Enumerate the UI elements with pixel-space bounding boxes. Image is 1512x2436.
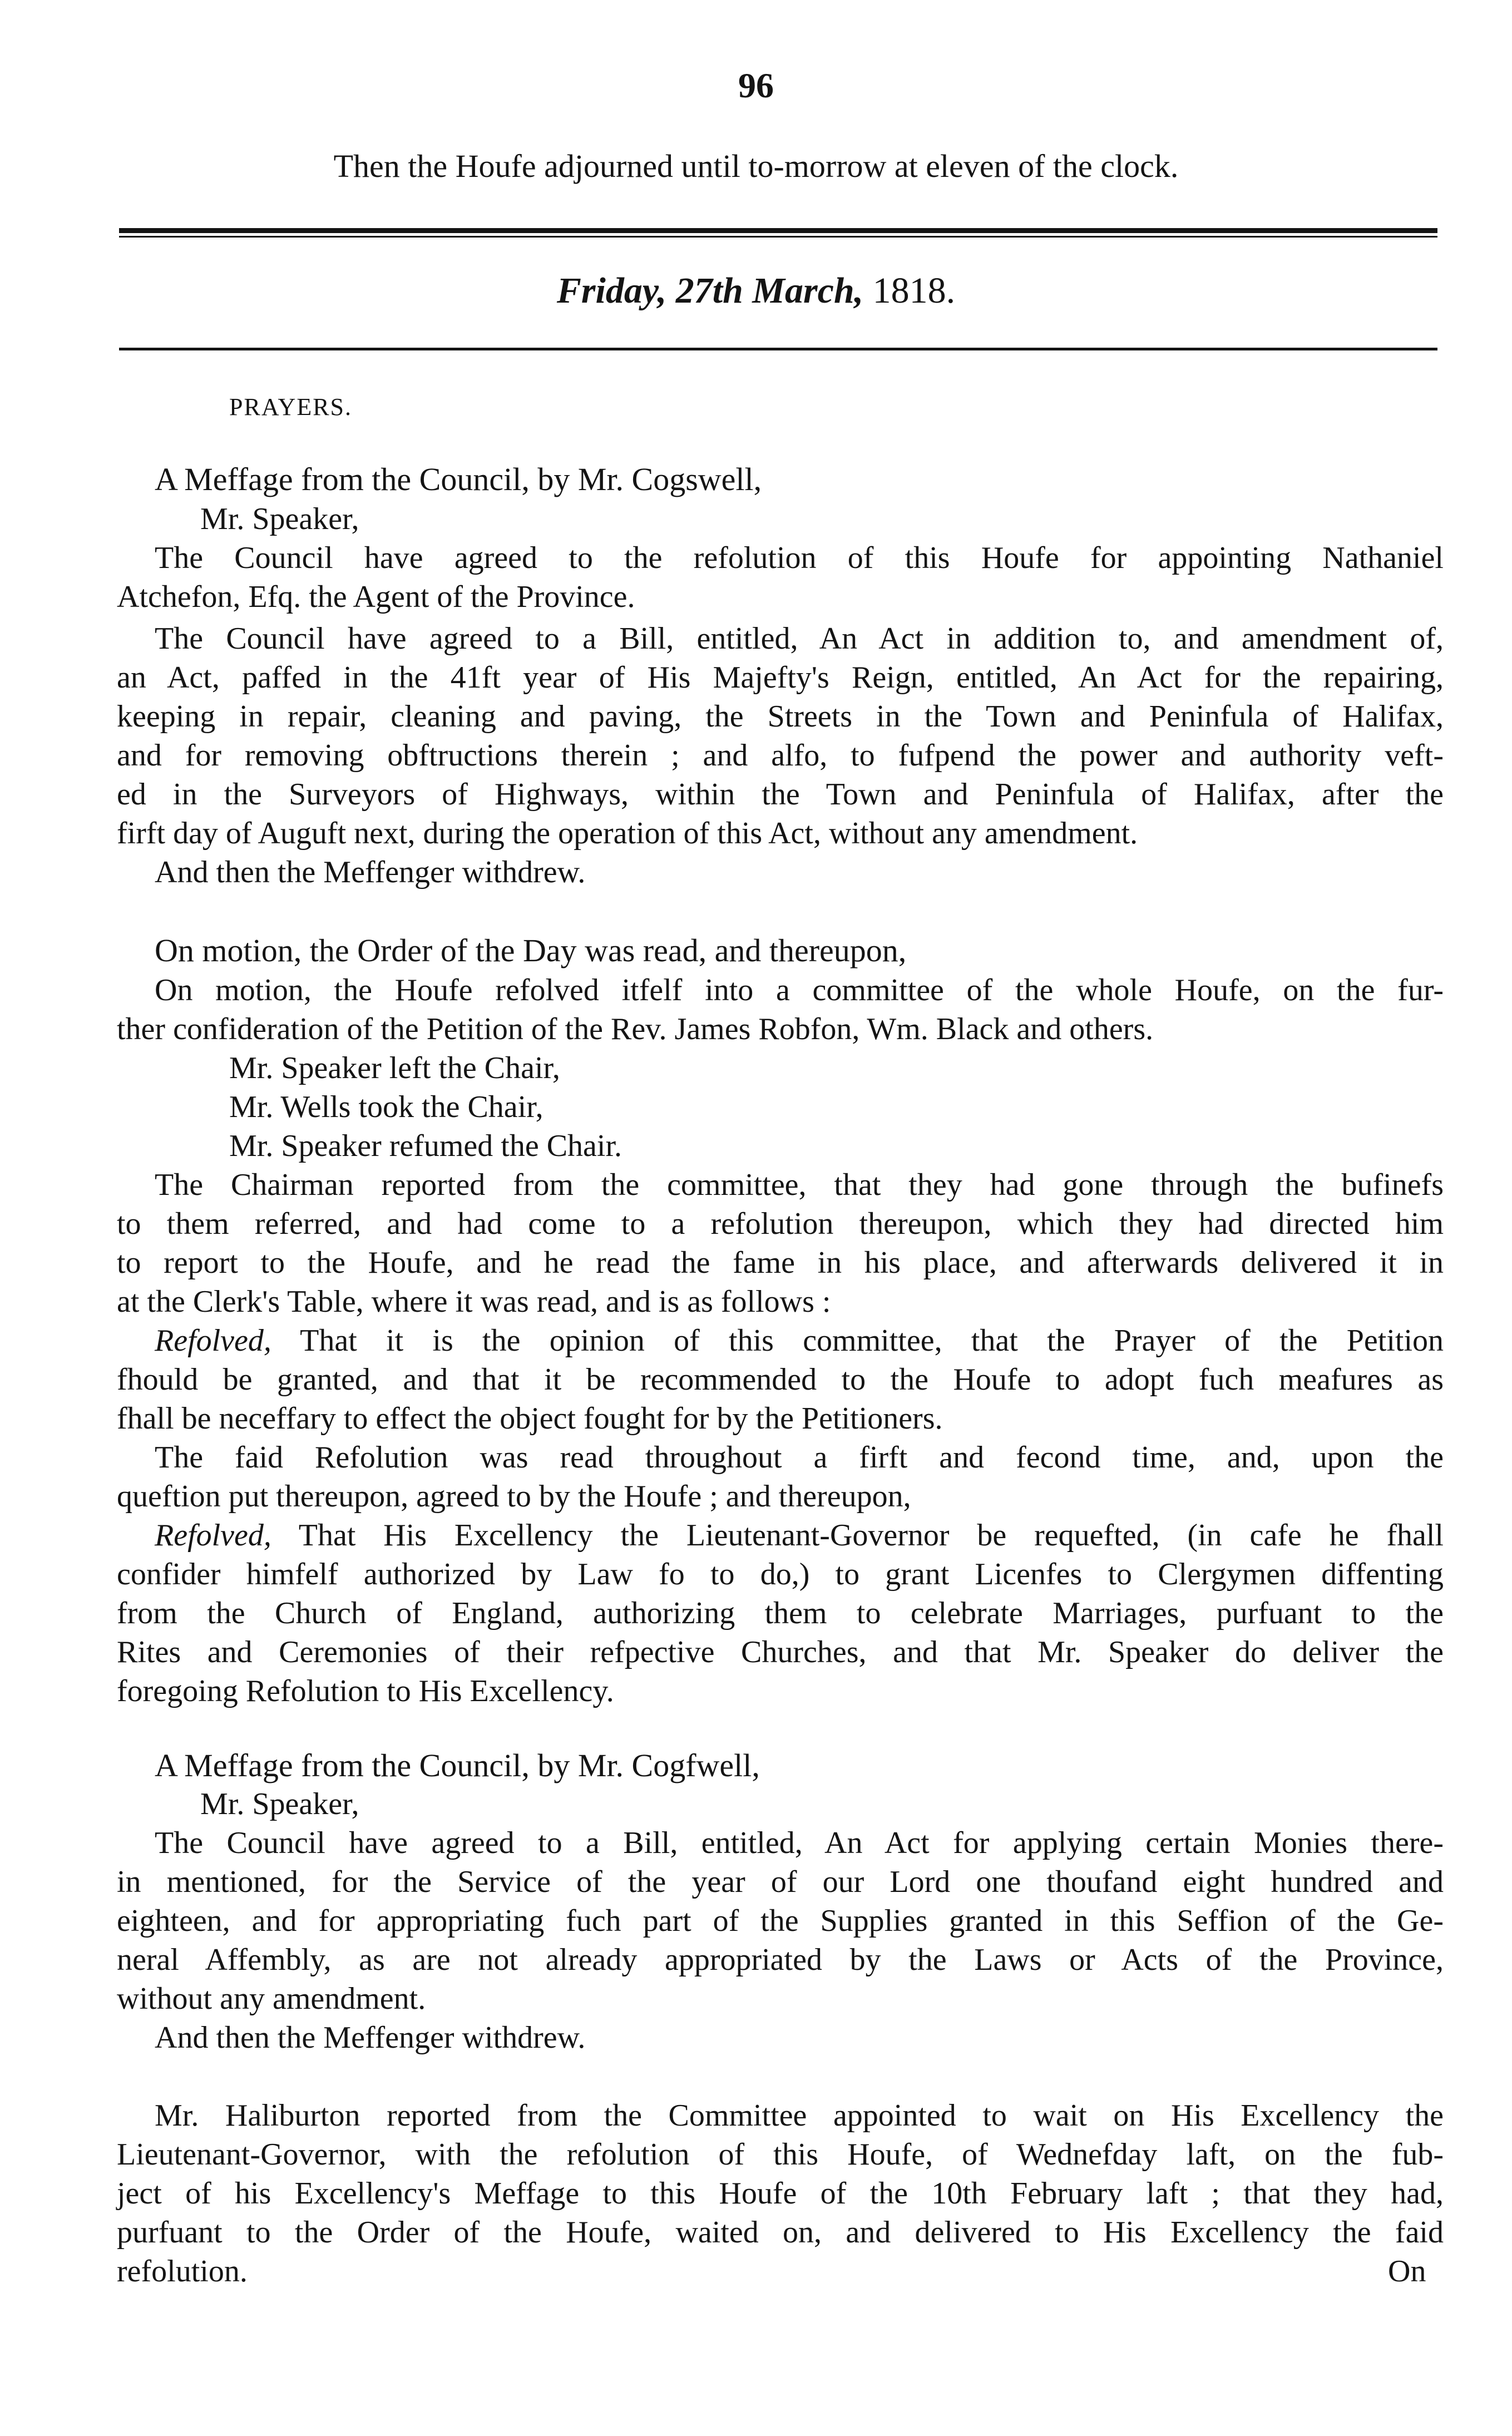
resolution2-line: from the Church of England, authorizing them to celebrate Marriages, purfuant to the: [117, 1596, 1444, 1630]
haliburton-line: ject of his Excellency's Meffage to this Houfe of the 10th February laft ; that they had,: [117, 2176, 1444, 2211]
adjournment-line: Then the Houfe adjourned until to-morrow at eleven of the clock.: [333, 148, 1179, 184]
said-resolution-line: The faid Refolution was read throughout a firft and fecond time, and, upon the: [155, 1440, 1444, 1475]
resolution2-line: Rites and Ceremonies of their refpective Churches, and that Mr. Speaker do deliver the: [117, 1635, 1444, 1669]
haliburton-line: purfuant to the Order of the Houfe, waited on, and delivered to His Excellency the faid: [117, 2215, 1444, 2250]
top-double-rule-thin: [119, 236, 1437, 238]
report-line: at the Clerk's Table, where it was read, and is as follows :: [117, 1284, 831, 1319]
report-line: The Chairman reported from the committee, that they had gone through the bufinefs: [155, 1168, 1444, 1202]
prayers-heading: PRAYERS.: [229, 393, 353, 421]
resolution2-line: confider himfelf authorized by Law fo to do,) to grant Licenfes to Clergymen diffenting: [117, 1557, 1444, 1592]
catchword: On: [1388, 2254, 1426, 2289]
message2-line: in mentioned, for the Service of the year of our Lord one thoufand eight hundred and: [117, 1865, 1444, 1899]
message1-line: keeping in repair, cleaning and paving, the Streets in the Town and Peninfula of Halifax,: [117, 699, 1444, 734]
message1-line: firft day of Auguft next, during the operation of this Act, without any amendment.: [117, 816, 1138, 851]
message2-address: Mr. Speaker,: [200, 1787, 359, 1821]
message2-line: neral Affembly, as are not already appropriated by the Laws or Acts of the Province,: [117, 1943, 1444, 1977]
message1-line: an Act, paffed in the 41ft year of His Majefty's Reign, entitled, An Act for the repairing,: [117, 660, 1444, 695]
resolution1-line: fhould be granted, and that it be recommended to the Houfe to adopt fuch meafures as: [117, 1362, 1444, 1397]
message1-line: and for removing obftructions therein ; and alfo, to fufpend the power and authority veft-: [117, 738, 1444, 773]
haliburton-last-line: refolution.: [117, 2254, 248, 2289]
haliburton-line: Lieutenant-Governor, with the refolution of this Houfe, of Wednefday laft, on the fub-: [117, 2137, 1444, 2172]
message1-line: The Council have agreed to the refolution of this Houfe for appointing Nathaniel: [155, 541, 1444, 575]
report-line: to them referred, and had come to a refolution thereupon, which they had directed him: [117, 1207, 1444, 1241]
resolution2-text: That His Excellency the Lieutenant-Governor be requefted, (in cafe he fhall: [298, 1518, 1444, 1553]
date-day-month: 27th March,: [675, 270, 864, 311]
resolution1-text: That it is the opinion of this committee, that the Prayer of the Petition: [300, 1323, 1444, 1358]
motion-line: On motion, the Houfe refolved itfelf into a committee of the whole Houfe, on the fur-: [155, 973, 1444, 1007]
message1-withdrew: And then the Meffenger withdrew.: [155, 855, 586, 890]
haliburton-line: Mr. Haliburton reported from the Committee appointed to wait on His Excellency the: [155, 2098, 1444, 2133]
resolved-word: Refolved,: [155, 1518, 271, 1553]
wells-took-chair: Mr. Wells took the Chair,: [229, 1090, 543, 1124]
message2-withdrew: And then the Meffenger withdrew.: [155, 2020, 586, 2055]
message2-line: eighteen, and for appropriating fuch part of the Supplies granted in this Seffion of the Ge-: [117, 1904, 1444, 1938]
message1-line: ed in the Surveyors of Highways, within the Town and Peninfula of Halifax, after the: [117, 777, 1444, 812]
date-year: 1818.: [872, 270, 956, 311]
page-number: 96: [738, 66, 774, 105]
message1-line: Atchefon, Efq. the Agent of the Province.: [117, 580, 635, 614]
speaker-left-chair: Mr. Speaker left the Chair,: [229, 1051, 560, 1085]
top-double-rule: [119, 228, 1437, 233]
date-rule: [119, 348, 1437, 350]
date-weekday: Friday,: [556, 270, 667, 311]
motion-line: ther confideration of the Petition of the Rev. James Robfon, Wm. Black and others.: [117, 1012, 1154, 1046]
message2-last-line: without any amendment.: [117, 1982, 426, 2016]
resolution1-line: fhall be neceffary to effect the object fought for by the Petitioners.: [117, 1401, 943, 1436]
resolution2-line: [155, 1520, 1444, 1551]
message2-line: The Council have agreed to a Bill, entitled, An Act for applying certain Monies there-: [155, 1826, 1444, 1860]
resolved-word: Refolved,: [155, 1323, 271, 1358]
message1-address: Mr. Speaker,: [200, 502, 359, 536]
message1-line: The Council have agreed to a Bill, entitled, An Act in addition to, and amendment of,: [155, 621, 1444, 656]
motion-line: On motion, the Order of the Day was read, and thereupon,: [155, 932, 907, 969]
message2-intro: A Meffage from the Council, by Mr. Cogfwell,: [155, 1747, 760, 1783]
date-heading: [0, 270, 1512, 311]
said-resolution-line: queftion put thereupon, agreed to by the Houfe ; and thereupon,: [117, 1479, 911, 1514]
resolution2-line: foregoing Refolution to His Excellency.: [117, 1674, 614, 1708]
speaker-resumed-chair: Mr. Speaker refumed the Chair.: [229, 1129, 622, 1163]
resolution1-line: [155, 1325, 1444, 1356]
message1-intro: A Meffage from the Council, by Mr. Cogswell,: [155, 461, 762, 497]
report-line: to report to the Houfe, and he read the fame in his place, and afterwards delivered it in: [117, 1246, 1444, 1280]
